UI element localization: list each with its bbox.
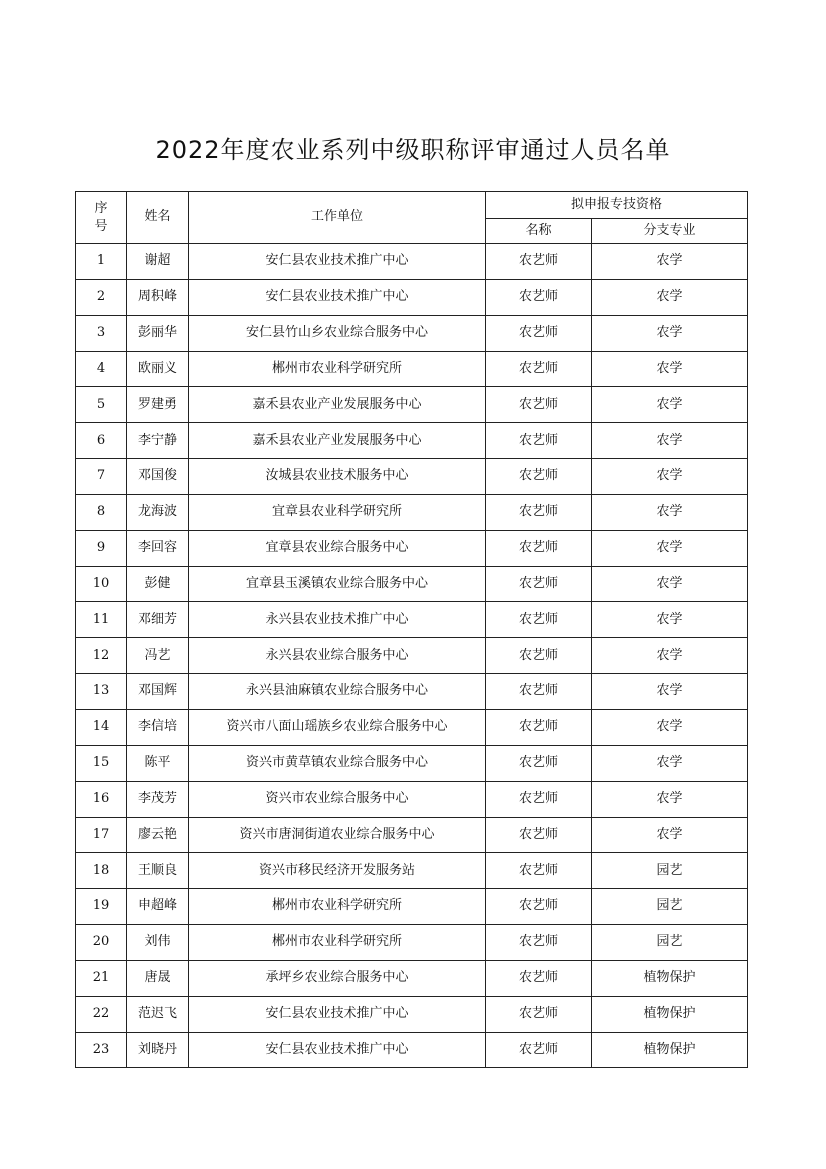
table-row	[76, 351, 748, 387]
cell-unit: 资兴市唐洞街道农业综合服务中心	[189, 817, 486, 853]
cell-seq: 5	[76, 387, 127, 423]
cell-title: 农艺师	[486, 781, 592, 817]
cell-name: 彭丽华	[127, 315, 189, 351]
cell-unit: 承坪乡农业综合服务中心	[189, 960, 486, 996]
cell-unit: 嘉禾县农业产业发展服务中心	[189, 387, 486, 423]
cell-branch: 植物保护	[592, 960, 748, 996]
header-seq: 序号	[76, 192, 127, 244]
table-row	[76, 530, 748, 566]
cell-title: 农艺师	[486, 566, 592, 602]
cell-name: 刘伟	[127, 925, 189, 961]
cell-seq: 20	[76, 925, 127, 961]
cell-seq: 12	[76, 638, 127, 674]
cell-unit: 永兴县农业综合服务中心	[189, 638, 486, 674]
cell-unit: 安仁县竹山乡农业综合服务中心	[189, 315, 486, 351]
cell-unit: 郴州市农业科学研究所	[189, 925, 486, 961]
cell-unit: 安仁县农业技术推广中心	[189, 1032, 486, 1068]
cell-seq: 16	[76, 781, 127, 817]
cell-name: 申超峰	[127, 889, 189, 925]
cell-unit: 安仁县农业技术推广中心	[189, 996, 486, 1032]
cell-unit: 郴州市农业科学研究所	[189, 889, 486, 925]
cell-unit: 汝城县农业技术服务中心	[189, 459, 486, 495]
cell-title: 农艺师	[486, 602, 592, 638]
cell-title: 农艺师	[486, 996, 592, 1032]
table-row	[76, 279, 748, 315]
cell-branch: 农学	[592, 279, 748, 315]
cell-name: 谢超	[127, 244, 189, 280]
cell-branch: 园艺	[592, 889, 748, 925]
cell-name: 李信培	[127, 709, 189, 745]
cell-seq: 4	[76, 351, 127, 387]
cell-seq: 23	[76, 1032, 127, 1068]
page-title: 2022年度农业系列中级职称评审通过人员名单	[155, 136, 671, 164]
table-row	[76, 423, 748, 459]
cell-unit: 资兴市移民经济开发服务站	[189, 853, 486, 889]
cell-title: 农艺师	[486, 530, 592, 566]
table-row	[76, 566, 748, 602]
cell-seq: 19	[76, 889, 127, 925]
table-row	[76, 889, 748, 925]
cell-title: 农艺师	[486, 1032, 592, 1068]
cell-seq: 11	[76, 602, 127, 638]
table-row	[76, 996, 748, 1032]
cell-unit: 资兴市八面山瑶族乡农业综合服务中心	[189, 709, 486, 745]
cell-branch: 农学	[592, 709, 748, 745]
cell-title: 农艺师	[486, 244, 592, 280]
cell-unit: 宜章县玉溪镇农业综合服务中心	[189, 566, 486, 602]
cell-branch: 农学	[592, 244, 748, 280]
cell-branch: 农学	[592, 530, 748, 566]
cell-branch: 农学	[592, 494, 748, 530]
personnel-table	[75, 191, 748, 1068]
cell-branch: 园艺	[592, 853, 748, 889]
cell-name: 唐晟	[127, 960, 189, 996]
cell-unit: 宜章县农业综合服务中心	[189, 530, 486, 566]
cell-branch: 农学	[592, 745, 748, 781]
table-row	[76, 387, 748, 423]
cell-seq: 18	[76, 853, 127, 889]
cell-unit: 安仁县农业技术推广中心	[189, 244, 486, 280]
cell-seq: 6	[76, 423, 127, 459]
cell-seq: 3	[76, 315, 127, 351]
cell-title: 农艺师	[486, 745, 592, 781]
header-qualification-branch: 分支专业	[592, 219, 748, 244]
cell-name: 李回容	[127, 530, 189, 566]
cell-unit: 嘉禾县农业产业发展服务中心	[189, 423, 486, 459]
cell-branch: 农学	[592, 566, 748, 602]
table-row	[76, 459, 748, 495]
cell-seq: 2	[76, 279, 127, 315]
header-qualification: 拟申报专技资格	[486, 192, 748, 219]
table-row	[76, 494, 748, 530]
cell-branch: 农学	[592, 387, 748, 423]
cell-name: 李茂芳	[127, 781, 189, 817]
cell-seq: 21	[76, 960, 127, 996]
header-unit: 工作单位	[189, 192, 486, 244]
table-row	[76, 638, 748, 674]
table-row	[76, 709, 748, 745]
cell-name: 王顺良	[127, 853, 189, 889]
cell-branch: 农学	[592, 459, 748, 495]
cell-seq: 17	[76, 817, 127, 853]
cell-seq: 15	[76, 745, 127, 781]
cell-unit: 资兴市农业综合服务中心	[189, 781, 486, 817]
cell-unit: 郴州市农业科学研究所	[189, 351, 486, 387]
cell-branch: 农学	[592, 315, 748, 351]
cell-name: 范迟飞	[127, 996, 189, 1032]
cell-unit: 永兴县油麻镇农业综合服务中心	[189, 674, 486, 710]
header-name: 姓名	[127, 192, 189, 244]
table-row	[76, 674, 748, 710]
cell-branch: 农学	[592, 674, 748, 710]
cell-seq: 1	[76, 244, 127, 280]
cell-branch: 农学	[592, 638, 748, 674]
cell-seq: 10	[76, 566, 127, 602]
cell-name: 邓国俊	[127, 459, 189, 495]
cell-branch: 农学	[592, 781, 748, 817]
cell-title: 农艺师	[486, 960, 592, 996]
cell-branch: 农学	[592, 817, 748, 853]
cell-name: 欧丽义	[127, 351, 189, 387]
cell-seq: 9	[76, 530, 127, 566]
cell-title: 农艺师	[486, 494, 592, 530]
cell-name: 龙海波	[127, 494, 189, 530]
table-row	[76, 781, 748, 817]
cell-branch: 植物保护	[592, 996, 748, 1032]
cell-title: 农艺师	[486, 709, 592, 745]
cell-name: 邓国辉	[127, 674, 189, 710]
table-row	[76, 745, 748, 781]
cell-title: 农艺师	[486, 387, 592, 423]
header-qualification-name: 名称	[486, 219, 592, 244]
table-row	[76, 853, 748, 889]
cell-branch: 农学	[592, 602, 748, 638]
cell-branch: 农学	[592, 423, 748, 459]
cell-title: 农艺师	[486, 925, 592, 961]
cell-title: 农艺师	[486, 279, 592, 315]
cell-unit: 宜章县农业科学研究所	[189, 494, 486, 530]
cell-seq: 14	[76, 709, 127, 745]
table-row	[76, 925, 748, 961]
cell-unit: 资兴市黄草镇农业综合服务中心	[189, 745, 486, 781]
cell-branch: 植物保护	[592, 1032, 748, 1068]
cell-name: 罗建勇	[127, 387, 189, 423]
cell-seq: 13	[76, 674, 127, 710]
table-row	[76, 315, 748, 351]
table-row	[76, 244, 748, 280]
table-row	[76, 1032, 748, 1068]
cell-title: 农艺师	[486, 817, 592, 853]
cell-title: 农艺师	[486, 423, 592, 459]
cell-branch: 农学	[592, 351, 748, 387]
cell-unit: 安仁县农业技术推广中心	[189, 279, 486, 315]
cell-seq: 22	[76, 996, 127, 1032]
cell-title: 农艺师	[486, 459, 592, 495]
cell-title: 农艺师	[486, 853, 592, 889]
cell-seq: 8	[76, 494, 127, 530]
cell-name: 邓细芳	[127, 602, 189, 638]
cell-seq: 7	[76, 459, 127, 495]
cell-title: 农艺师	[486, 351, 592, 387]
table-row	[76, 960, 748, 996]
cell-name: 廖云艳	[127, 817, 189, 853]
cell-title: 农艺师	[486, 315, 592, 351]
cell-unit: 永兴县农业技术推广中心	[189, 602, 486, 638]
cell-name: 刘晓丹	[127, 1032, 189, 1068]
cell-name: 彭健	[127, 566, 189, 602]
cell-name: 李宁静	[127, 423, 189, 459]
cell-title: 农艺师	[486, 889, 592, 925]
table-row	[76, 602, 748, 638]
cell-title: 农艺师	[486, 674, 592, 710]
table-row	[76, 817, 748, 853]
cell-title: 农艺师	[486, 638, 592, 674]
cell-name: 周积峰	[127, 279, 189, 315]
cell-branch: 园艺	[592, 925, 748, 961]
cell-name: 陈平	[127, 745, 189, 781]
cell-name: 冯艺	[127, 638, 189, 674]
